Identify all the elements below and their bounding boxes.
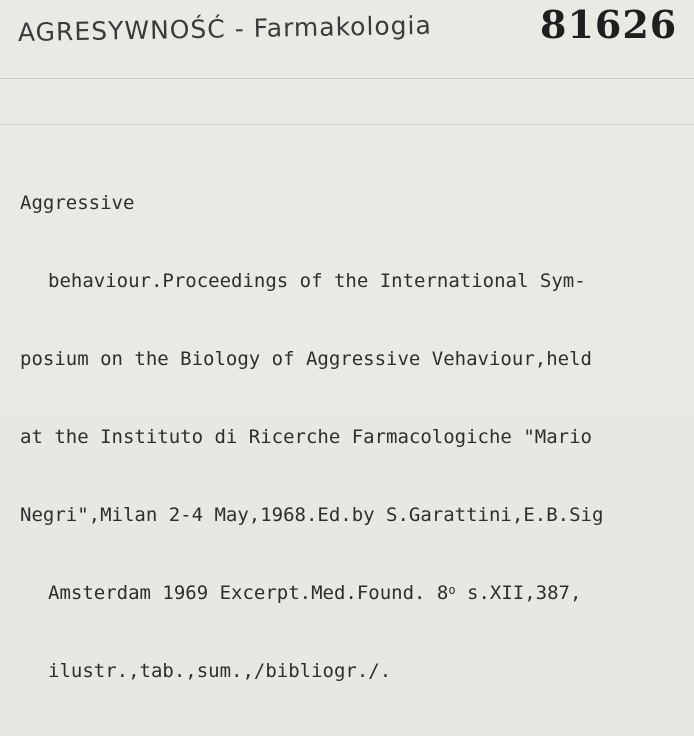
bibliographic-entry: [20, 138, 694, 736]
card-rule: [0, 78, 694, 79]
entry-pagination: s.XII,387,: [455, 582, 582, 604]
entry-subject: Aggressive: [20, 192, 135, 214]
entry-line: ilustr.,tab.,sum.,/bibliogr./.: [48, 660, 392, 682]
entry-imprint-line: [20, 580, 694, 606]
entry-line: at the Instituto di Ricerche Farmacologiche "Mario: [20, 426, 592, 448]
entry-imprint-text: Amsterdam 1969 Excerpt.Med.Found. 8: [48, 582, 449, 604]
subject-heading: AGRESYWNOŚĆ - Farmakologia: [17, 10, 433, 47]
entry-line: behaviour.Proceedings of the International Sym-: [48, 270, 586, 292]
entry-line: posium on the Biology of Aggressive Vehaviour,held: [20, 348, 592, 370]
entry-line: Negri",Milan 2-4 May,1968.Ed.by S.Garattini,E.B.Sig: [20, 504, 604, 526]
catalog-number: 81626: [540, 2, 678, 47]
card-rule: [0, 124, 694, 125]
format-superscript: o: [448, 583, 456, 597]
